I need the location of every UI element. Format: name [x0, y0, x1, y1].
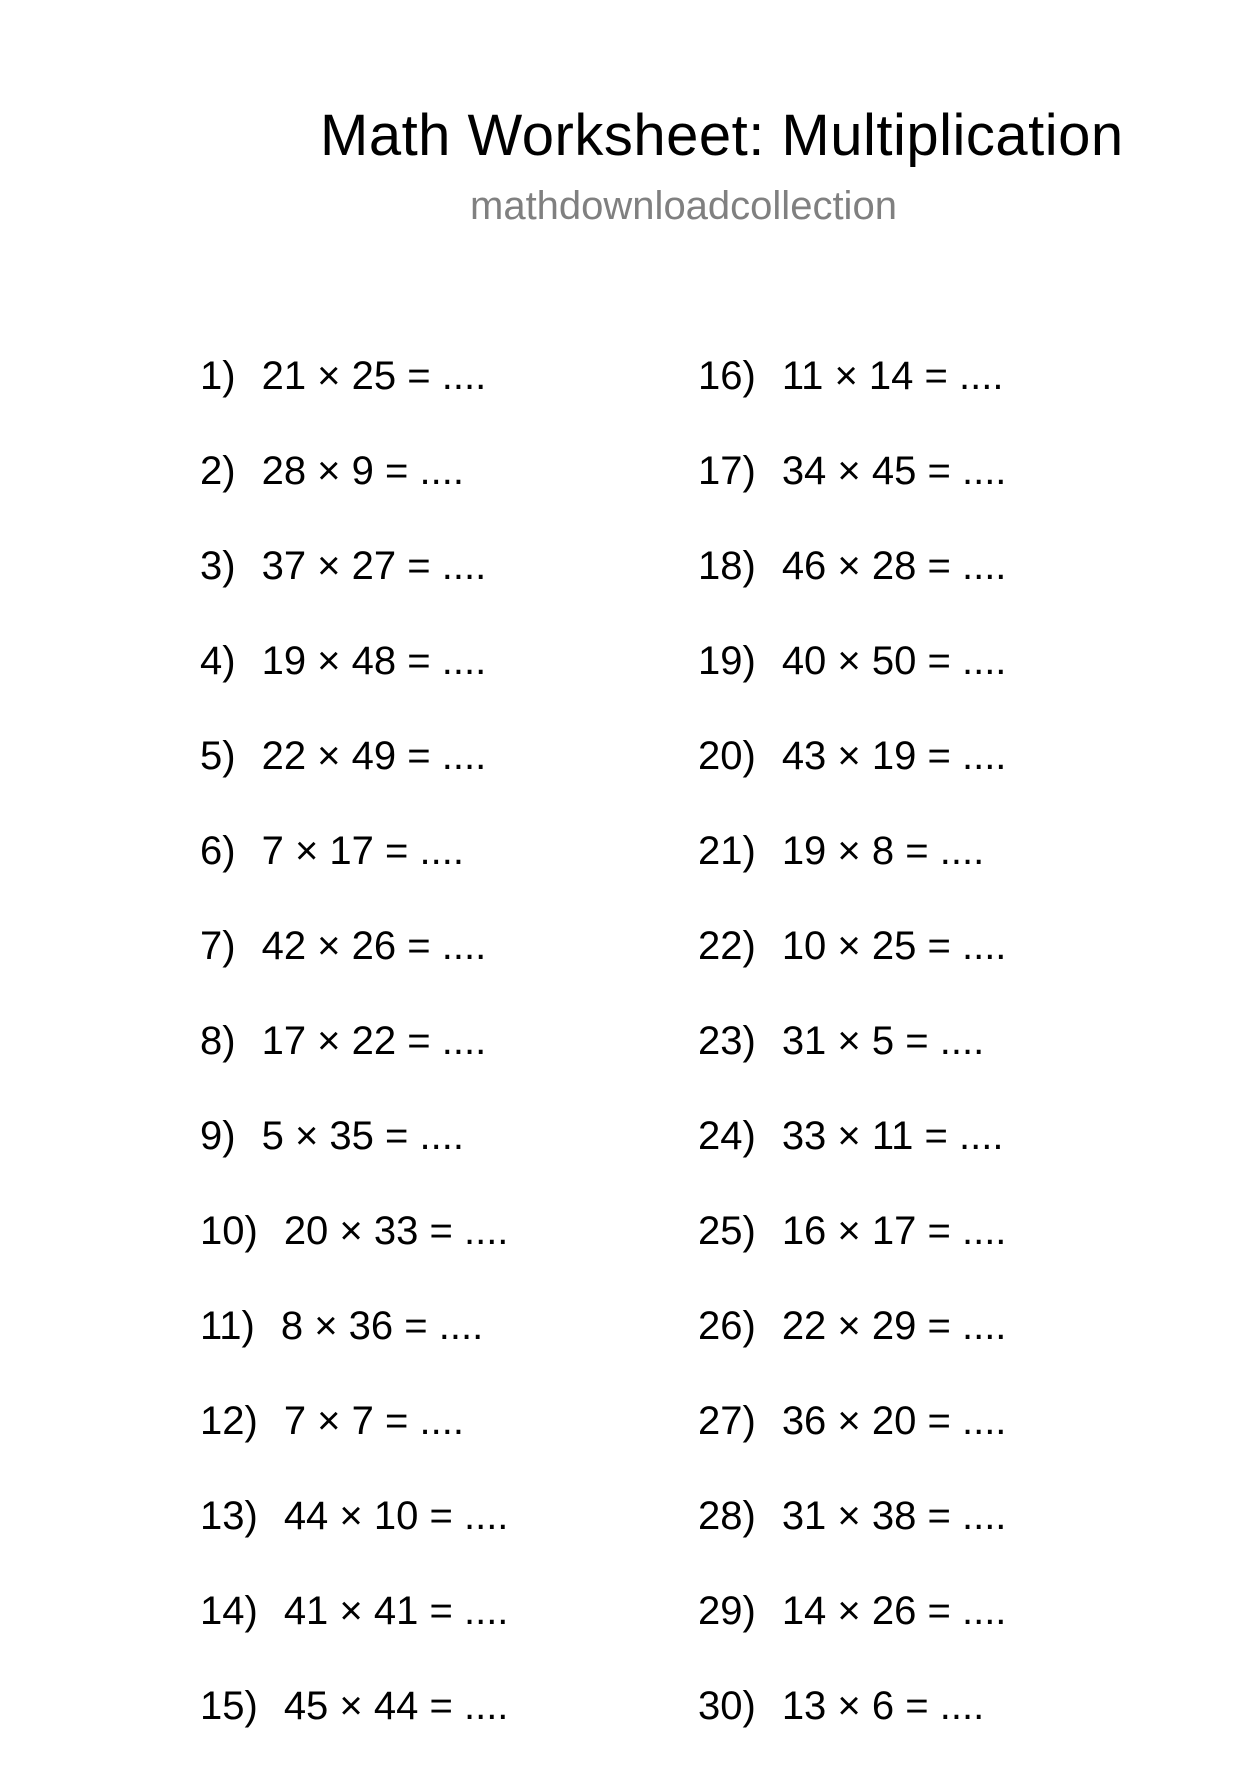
problem-item [200, 1583, 680, 1678]
problem-number: 2) [200, 449, 236, 493]
problem-number: 15) [200, 1684, 258, 1728]
problem-expression: 45 × 44 = .... [283, 1684, 509, 1728]
problem-item [698, 1298, 1178, 1393]
problem-number: 20) [698, 734, 756, 778]
problem-item [698, 1013, 1178, 1108]
problem-item [200, 823, 680, 918]
problem-number: 17) [698, 449, 756, 493]
problem-number: 10) [200, 1209, 258, 1253]
problem-expression: 21 × 25 = .... [261, 354, 487, 398]
problem-item [200, 538, 680, 633]
problem-expression: 19 × 48 = .... [261, 639, 487, 683]
problem-number: 6) [200, 829, 236, 873]
problem-number: 21) [698, 829, 756, 873]
problem-number: 1) [200, 354, 236, 398]
problem-item [200, 1488, 680, 1583]
problem-expression: 8 × 36 = .... [280, 1304, 484, 1348]
problem-item [698, 538, 1178, 633]
problem-number: 28) [698, 1494, 756, 1538]
problem-expression: 7 × 7 = .... [283, 1399, 464, 1443]
problem-expression: 19 × 8 = .... [781, 829, 985, 873]
problem-number: 9) [200, 1114, 236, 1158]
problem-item [200, 633, 680, 728]
problem-item [698, 348, 1178, 443]
problem-item [200, 348, 680, 443]
problem-expression: 33 × 11 = .... [781, 1114, 1004, 1158]
problem-number: 29) [698, 1589, 756, 1633]
problem-expression: 22 × 49 = .... [261, 734, 487, 778]
problem-expression: 14 × 26 = .... [781, 1589, 1007, 1633]
problem-expression: 22 × 29 = .... [781, 1304, 1007, 1348]
problem-number: 30) [698, 1684, 756, 1728]
problem-number: 26) [698, 1304, 756, 1348]
problem-item [698, 1203, 1178, 1298]
problem-expression: 44 × 10 = .... [283, 1494, 509, 1538]
problem-expression: 20 × 33 = .... [283, 1209, 509, 1253]
problem-expression: 13 × 6 = .... [781, 1684, 985, 1728]
problem-column-left [200, 348, 680, 1773]
problem-number: 4) [200, 639, 236, 683]
problem-number: 11) [200, 1304, 255, 1348]
problem-expression: 42 × 26 = .... [261, 924, 487, 968]
problem-item [698, 918, 1178, 1013]
problem-number: 3) [200, 544, 236, 588]
problem-item [698, 633, 1178, 728]
problem-expression: 16 × 17 = .... [781, 1209, 1007, 1253]
problem-number: 25) [698, 1209, 756, 1253]
problem-number: 27) [698, 1399, 756, 1443]
problem-item [200, 1013, 680, 1108]
problem-number: 18) [698, 544, 756, 588]
problem-expression: 34 × 45 = .... [781, 449, 1007, 493]
problem-item [698, 1678, 1178, 1773]
page-subtitle: mathdownloadcollection [470, 184, 897, 228]
problem-expression: 43 × 19 = .... [781, 734, 1007, 778]
problem-item [200, 1203, 680, 1298]
problem-expression: 46 × 28 = .... [781, 544, 1007, 588]
problem-item [200, 443, 680, 538]
problem-expression: 41 × 41 = .... [283, 1589, 509, 1633]
problem-number: 16) [698, 354, 756, 398]
problem-item [698, 1583, 1178, 1678]
problem-expression: 40 × 50 = .... [781, 639, 1007, 683]
problem-number: 14) [200, 1589, 258, 1633]
problem-expression: 7 × 17 = .... [261, 829, 464, 873]
problem-item [698, 823, 1178, 918]
problem-number: 12) [200, 1399, 258, 1443]
problem-item [698, 728, 1178, 823]
problem-expression: 37 × 27 = .... [261, 544, 487, 588]
problem-number: 19) [698, 639, 756, 683]
problem-item [200, 728, 680, 823]
problem-column-right [698, 348, 1178, 1773]
problem-item [698, 1393, 1178, 1488]
problem-number: 23) [698, 1019, 756, 1063]
problem-item [200, 1108, 680, 1203]
problem-item [200, 1393, 680, 1488]
problem-number: 7) [200, 924, 236, 968]
problem-item [200, 1298, 680, 1393]
problem-expression: 5 × 35 = .... [261, 1114, 464, 1158]
problem-item [698, 1108, 1178, 1203]
problem-item [698, 1488, 1178, 1583]
problem-number: 5) [200, 734, 236, 778]
problem-number: 22) [698, 924, 756, 968]
problem-expression: 28 × 9 = .... [261, 449, 464, 493]
problem-number: 13) [200, 1494, 258, 1538]
problem-expression: 31 × 5 = .... [781, 1019, 985, 1063]
page-title: Math Worksheet: Multiplication [320, 103, 1124, 168]
problem-item [200, 1678, 680, 1773]
problem-item [200, 918, 680, 1013]
problem-expression: 17 × 22 = .... [261, 1019, 487, 1063]
problem-expression: 31 × 38 = .... [781, 1494, 1007, 1538]
problem-number: 24) [698, 1114, 756, 1158]
problem-item [698, 443, 1178, 538]
problem-number: 8) [200, 1019, 236, 1063]
problem-expression: 10 × 25 = .... [781, 924, 1007, 968]
problem-expression: 11 × 14 = .... [781, 354, 1004, 398]
problem-expression: 36 × 20 = .... [781, 1399, 1007, 1443]
